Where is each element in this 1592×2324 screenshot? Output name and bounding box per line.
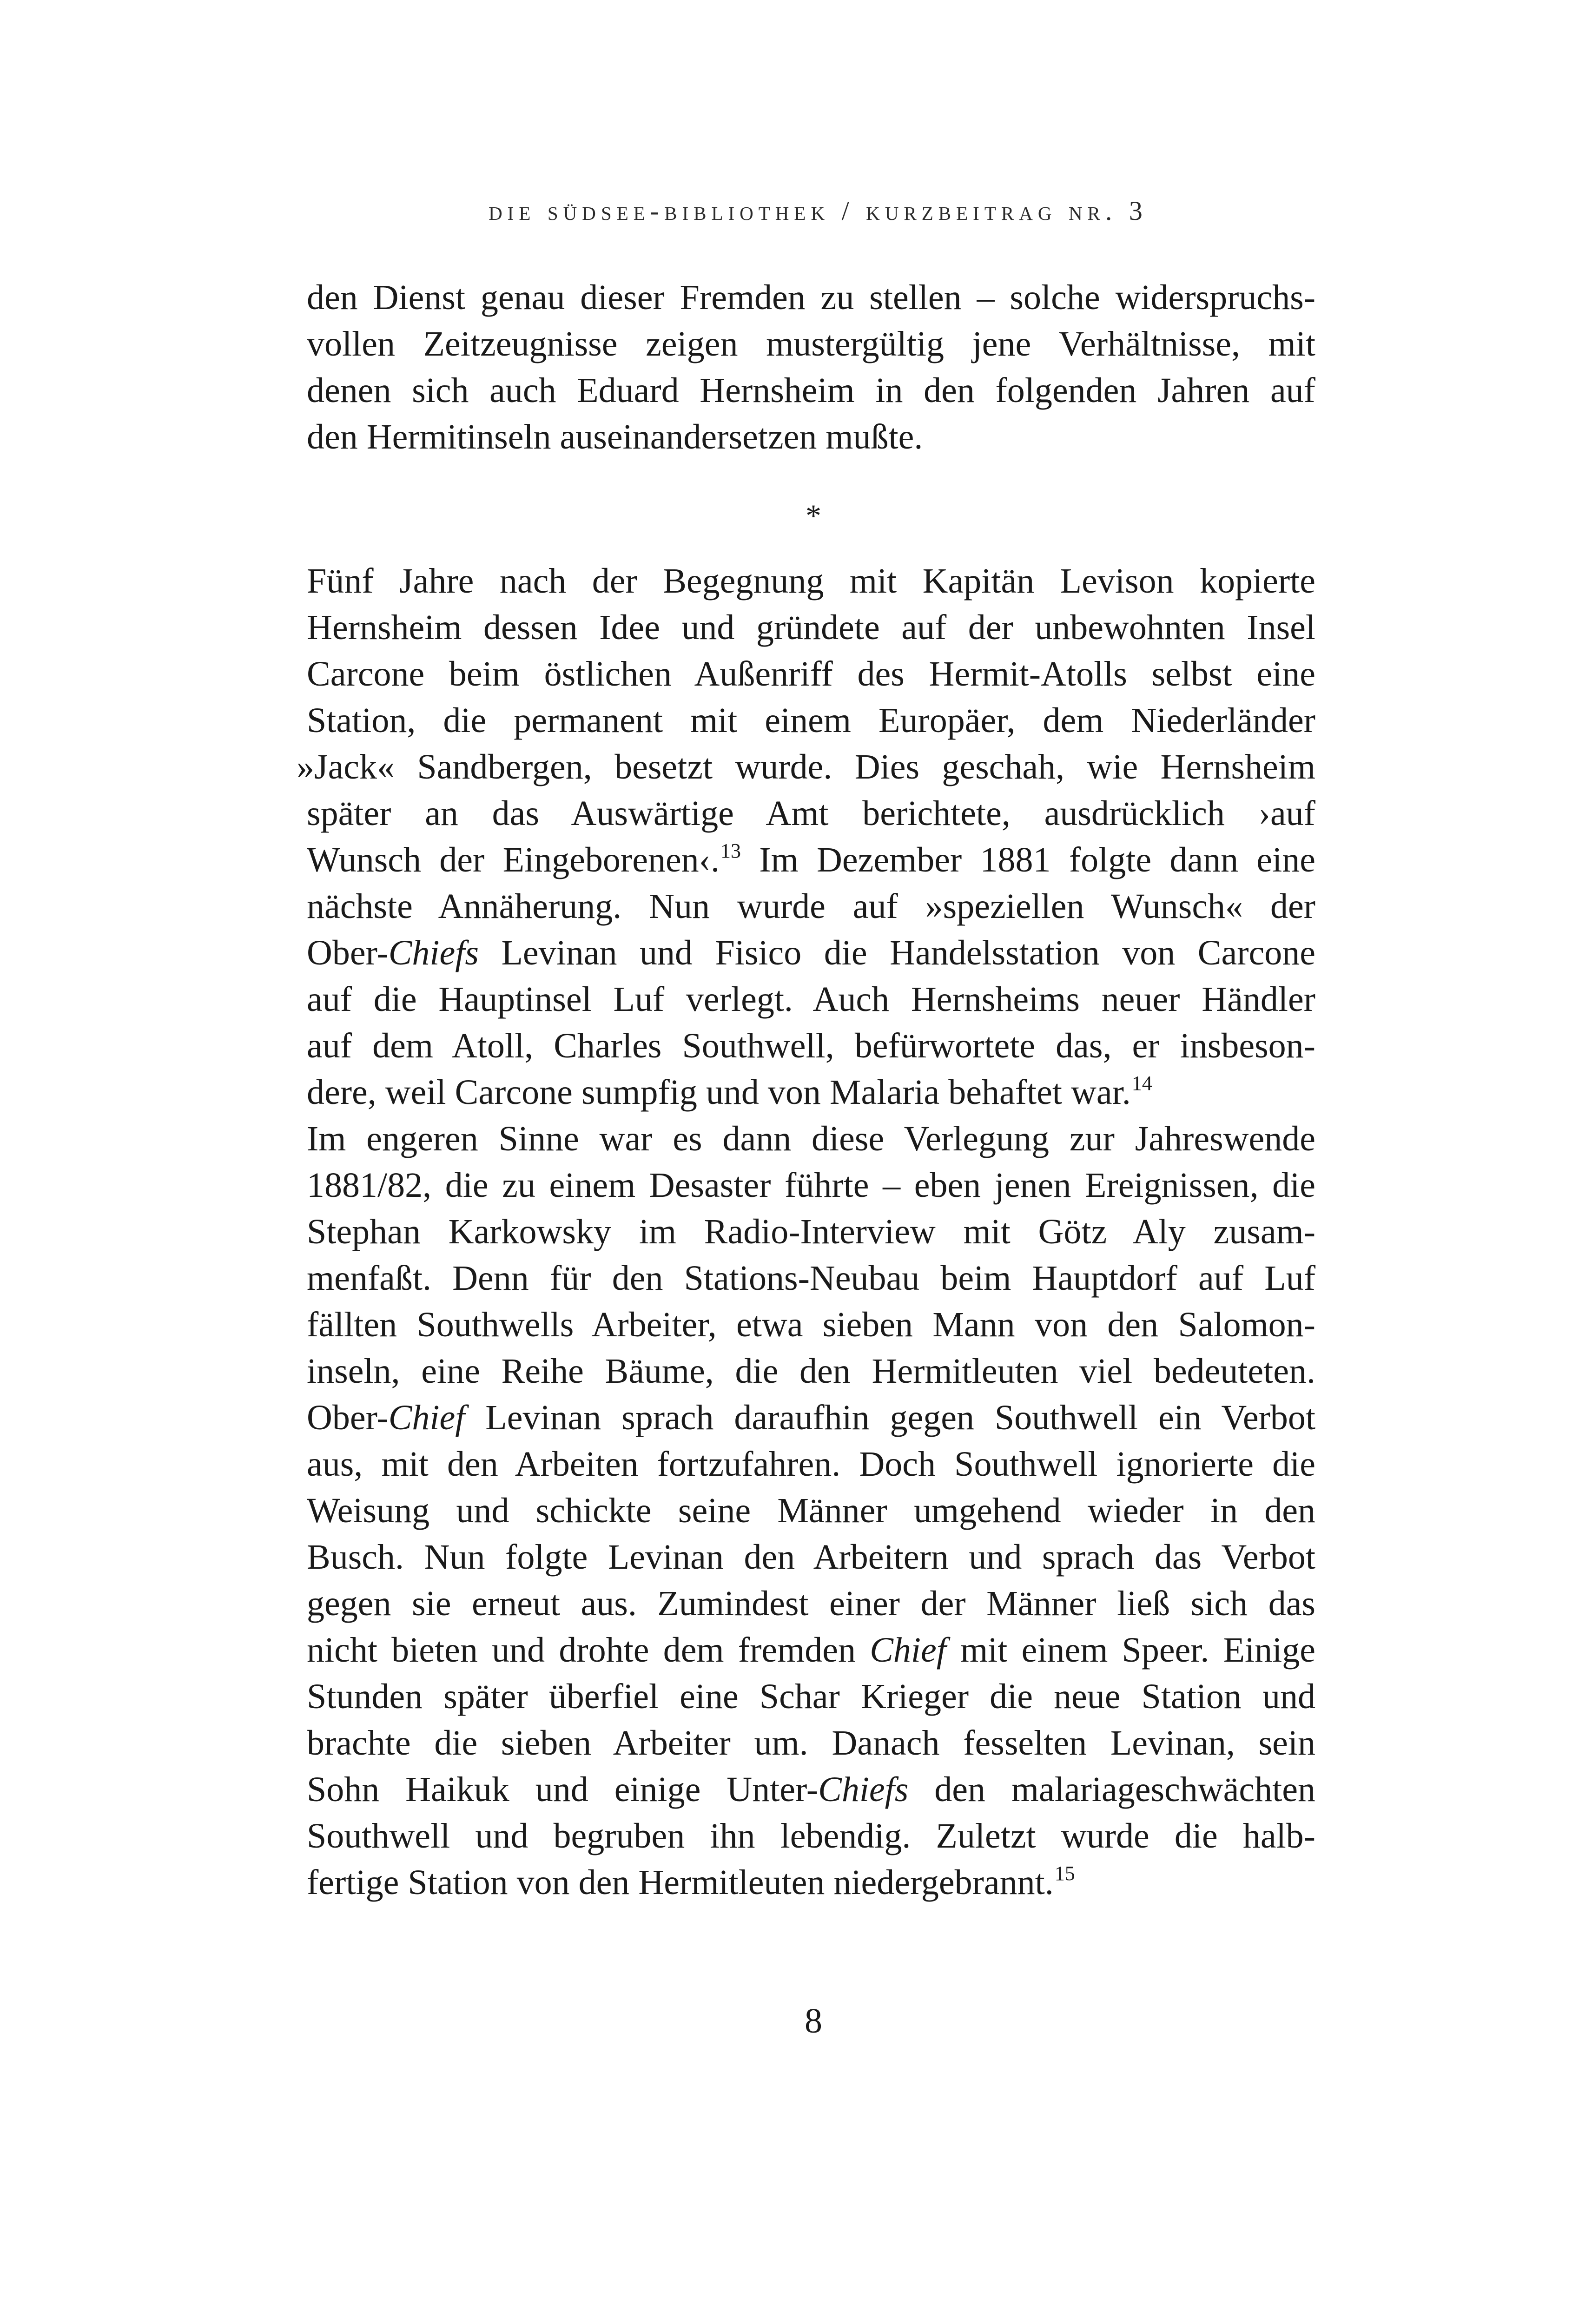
text-line: Busch. Nun folgte Levinan den Arbeitern und sprach das Verbot: [307, 1538, 1315, 1577]
running-head: [307, 195, 1329, 226]
text-line: Hernsheim dessen Idee und gründete auf der unbewohnten Insel: [307, 608, 1315, 647]
text-line: den Dienst genau dieser Fremden zu stellen – solche widerspruchs-: [307, 278, 1315, 317]
text-line: den Hermitinseln auseinandersetzen mußte.: [307, 417, 923, 456]
text-line: Stephan Karkowsky im Radio-Interview mit Götz Aly zusam-: [307, 1212, 1315, 1251]
section-break-asterisk: *: [806, 498, 821, 533]
text-line: brachte die sieben Arbeiter um. Danach fesselten Levinan, sein: [307, 1723, 1315, 1763]
text-line: dere, weil Carcone sumpfig und von Malaria behaftet war.$^{14}$: [307, 1072, 1152, 1112]
text-line: Im engeren Sinne war es dann diese Verlegung zur Jahreswende: [307, 1119, 1315, 1158]
text-line: gegen sie erneut aus. Zumindest einer der Männer ließ sich das: [307, 1584, 1315, 1623]
text-line: menfaßt. Denn für den Stations-Neubau beim Hauptdorf auf Luf: [307, 1259, 1315, 1298]
text-line: »Jack« Sandbergen, besetzt wurde. Dies geschah, wie Hernsheim: [297, 747, 1315, 786]
text-line: aus, mit den Arbeiten fortzufahren. Doch Southwell ignorierte die: [307, 1445, 1315, 1484]
text-line: Ober-Chiefs Levinan und Fisico die Handelsstation von Carcone: [307, 933, 1315, 972]
text-line: 1881/82, die zu einem Desaster führte – eben jenen Ereignissen, die: [307, 1166, 1315, 1205]
text-line: Stunden später überfiel eine Schar Krieger die neue Station und: [307, 1677, 1315, 1716]
text-line: Weisung und schickte seine Männer umgehend wieder in den: [307, 1491, 1315, 1530]
text-line: Ober-Chief Levinan sprach daraufhin gegen Southwell ein Verbot: [307, 1398, 1315, 1437]
text-line: denen sich auch Eduard Hernsheim in den folgenden Jahren auf: [307, 371, 1315, 410]
page-number: 8: [805, 2001, 822, 2040]
text-line: nächste Annäherung. Nun wurde auf »speziellen Wunsch« der: [307, 887, 1315, 926]
text-line: auf die Hauptinsel Luf verlegt. Auch Hernsheims neuer Händler: [307, 980, 1315, 1019]
text-line: Southwell und begruben ihn lebendig. Zuletzt wurde die halb-: [307, 1816, 1315, 1855]
text-line: fällten Southwells Arbeiter, etwa sieben Mann von den Salomon-: [307, 1305, 1315, 1344]
text-line: später an das Auswärtige Amt berichtete, ausdrücklich ›auf: [307, 794, 1315, 833]
text-line: nicht bieten und drohte dem fremden Chief mit einem Speer. Einige: [307, 1631, 1316, 1670]
footnote-ref-13: 13: [720, 839, 741, 862]
footnote-ref-14: 14: [1131, 1072, 1152, 1095]
text-line: Fünf Jahre nach der Begegnung mit Kapitän Levison kopierte: [307, 561, 1315, 601]
running-head-text: die südsee-bibliothek / kurzbeitrag nr. 3: [489, 196, 1148, 226]
text-line: Wunsch der Eingeborenen‹.$^{13}$ Im Dezember 1881 folgte dann eine: [307, 839, 1315, 879]
text-line: fertige Station von den Hermitleuten niedergebrannt.$^{15}$: [307, 1862, 1075, 1902]
text-line: Station, die permanent mit einem Europäer, dem Niederländer: [307, 701, 1315, 740]
text-line: inseln, eine Reihe Bäume, die den Hermitleuten viel bedeuteten.: [307, 1352, 1315, 1391]
continuation-paragraph: [307, 274, 1315, 460]
footnote-ref-15: 15: [1054, 1862, 1075, 1885]
main-paragraph: [297, 558, 1316, 1906]
text-line: vollen Zeitzeugnisse zeigen mustergültig jene Verhältnisse, mit: [307, 324, 1315, 363]
text-line: Sohn Haikuk und einige Unter-Chiefs den malariageschwächten: [307, 1770, 1315, 1809]
text-line: auf dem Atoll, Charles Southwell, befürwortete das, er insbeson-: [307, 1026, 1315, 1065]
text-line: Carcone beim östlichen Außenriff des Hermit-Atolls selbst eine: [307, 654, 1315, 693]
